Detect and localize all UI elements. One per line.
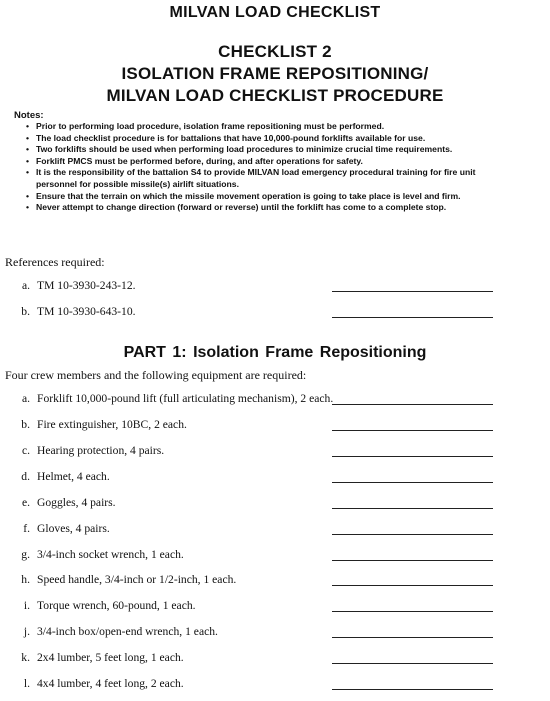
checklist-title-line1: ISOLATION FRAME REPOSITIONING/ (121, 64, 429, 83)
equipment-item (0, 392, 550, 408)
crew-requirement: Four crew members and the following equipment are required: (5, 368, 307, 382)
references-label: References required: (5, 255, 105, 269)
note-item: • Two forklifts should be used when performing load procedures to minimize crucial time requirements. (26, 144, 506, 156)
equipment-item (0, 677, 550, 693)
note-item: • Prior to performing load procedure, isolation frame repositioning must be performed. (26, 121, 506, 133)
item-text: Hearing protection, 4 pairs. (37, 444, 165, 457)
item-letter: b. (21, 305, 30, 318)
note-item: • The load checklist procedure is for battalions that have 10,000-pound forklifts available for use. (26, 133, 506, 145)
equipment-item (0, 522, 550, 538)
item-letter: j. (23, 625, 30, 638)
item-text: Helmet, 4 each. (37, 470, 110, 483)
signoff-line (332, 637, 493, 638)
item-text: TM 10-3930-643-10. (37, 305, 136, 318)
item-letter: h. (21, 573, 30, 586)
item-text: Forklift 10,000-pound lift (full articulating mechanism), 2 each. (37, 392, 334, 405)
item-text: Torque wrench, 60-pound, 1 each. (37, 599, 196, 612)
note-item: • Ensure that the terrain on which the missile movement operation is going to take place is level and firm. (26, 191, 506, 203)
signoff-line (332, 482, 493, 483)
item-letter: g. (21, 548, 30, 561)
equipment-item (0, 418, 550, 434)
item-text: Speed handle, 3/4-inch or 1/2-inch, 1 each. (37, 573, 237, 586)
item-letter: d. (21, 470, 30, 483)
equipment-item (0, 573, 550, 589)
item-letter: l. (23, 677, 30, 690)
item-text: Goggles, 4 pairs. (37, 496, 116, 509)
equipment-item (0, 625, 550, 641)
item-letter: c. (21, 444, 30, 457)
item-text: Gloves, 4 pairs. (37, 522, 110, 535)
item-letter: i. (23, 599, 30, 612)
equipment-item (0, 599, 550, 615)
item-text: 2x4 lumber, 5 feet long, 1 each. (37, 651, 184, 664)
note-item: • It is the responsibility of the battalion S4 to provide MILVAN load emergency procedural training for fire unit personnel for possible missile(s) airlift situations. (26, 167, 506, 190)
notes-heading: Notes: (14, 110, 44, 121)
notes-list (26, 121, 506, 214)
signoff-line (332, 611, 493, 612)
item-letter: b. (21, 418, 30, 431)
item-letter: k. (21, 651, 30, 664)
signoff-line (332, 585, 493, 586)
item-letter: f. (23, 522, 30, 535)
equipment-item (0, 444, 550, 460)
equipment-item (0, 470, 550, 486)
item-letter: e. (21, 496, 30, 509)
equipment-item (0, 548, 550, 564)
item-letter: a. (21, 392, 30, 405)
signoff-line (332, 291, 493, 292)
signoff-line (332, 534, 493, 535)
signoff-line (332, 430, 493, 431)
signoff-line (332, 508, 493, 509)
item-text: 3/4-inch socket wrench, 1 each. (37, 548, 184, 561)
document-title: MILVAN LOAD CHECKLIST (169, 4, 381, 21)
checklist-title-line2: MILVAN LOAD CHECKLIST PROCEDURE (106, 86, 444, 105)
checklist-number: CHECKLIST 2 (218, 42, 332, 61)
item-text: 4x4 lumber, 4 feet long, 2 each. (37, 677, 184, 690)
equipment-item (0, 496, 550, 512)
reference-item (0, 279, 550, 295)
item-text: Fire extinguisher, 10BC, 2 each. (37, 418, 187, 431)
reference-item (0, 305, 550, 321)
signoff-line (332, 404, 493, 405)
item-letter: a. (21, 279, 30, 292)
signoff-line (332, 317, 493, 318)
part-title: PART 1: Isolation Frame Repositioning (123, 344, 427, 361)
signoff-line (332, 456, 493, 457)
note-item: • Never attempt to change direction (forward or reverse) until the forklift has come to a complete stop. (26, 202, 506, 214)
item-text: 3/4-inch box/open-end wrench, 1 each. (37, 625, 218, 638)
signoff-line (332, 663, 493, 664)
signoff-line (332, 560, 493, 561)
signoff-line (332, 689, 493, 690)
item-text: TM 10-3930-243-12. (37, 279, 136, 292)
note-item: • Forklift PMCS must be performed before, during, and after operations for safety. (26, 156, 506, 168)
equipment-item (0, 651, 550, 667)
